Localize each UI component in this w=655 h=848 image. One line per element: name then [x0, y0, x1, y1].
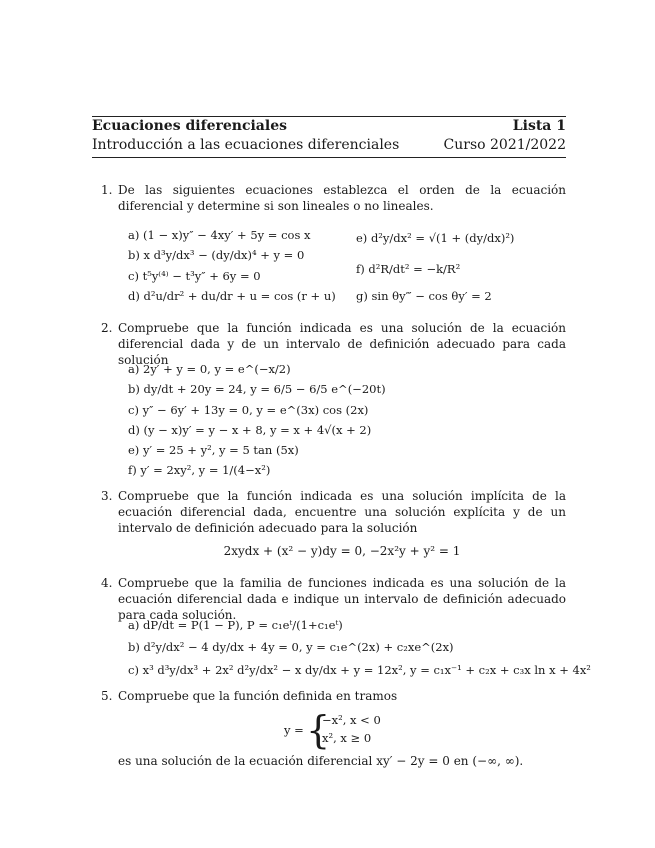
- problem-1-item-b: b) x d³y/dx³ − (dy/dx)⁴ + y = 0: [128, 248, 305, 262]
- problem-4-number: 4.: [101, 576, 113, 590]
- problem-1-number: 1.: [101, 183, 113, 197]
- problem-4-statement: Compruebe que la familia de funciones indicada es una solución de la ecuación diferencial dada e indique un intervalo de definición adecuado para cada solución.: [118, 576, 566, 622]
- problem-3-number: 3.: [101, 489, 113, 503]
- problem-1-item-f: f) d²R/dt² = −k/R²: [356, 262, 461, 276]
- problem-1-item-d: d) d²u/dr² + du/dr + u = cos (r + u): [128, 289, 336, 303]
- problem-2-item-a: a) 2y′ + y = 0, y = e^(−x/2): [128, 362, 291, 376]
- problem-4-item-a: a) dP/dt = P(1 − P), P = c₁eᵗ/(1+c₁eᵗ): [128, 618, 343, 632]
- problem-2-item-e: e) y′ = 25 + y², y = 5 tan (5x): [128, 443, 299, 457]
- piecewise-case-2: x², x ≥ 0: [322, 731, 372, 745]
- problem-5-number: 5.: [101, 689, 113, 703]
- list-number: Lista 1: [512, 118, 566, 134]
- piecewise-brace: {: [306, 708, 331, 752]
- course-title: Ecuaciones diferenciales: [92, 118, 287, 134]
- problem-2-item-d: d) (y − x)y′ = y − x + 8, y = x + 4√(x + 2): [128, 423, 372, 437]
- problem-2-statement: Compruebe que la función indicada es una solución de la ecuación diferencial dada y de un intervalo de definición adecuado para cada solución: [118, 321, 566, 367]
- problem-3-statement: Compruebe que la función indicada es una solución implícita de la ecuación diferencial dada, encuentre una solución explícita y de un intervalo de definición adecuado para la solución: [118, 489, 566, 535]
- header-top-rule: [92, 116, 566, 117]
- problem-3-equation: 2xydx + (x² − y)dy = 0, −2x²y + y² = 1: [223, 544, 461, 558]
- problem-1-item-a: a) (1 − x)y″ − 4xy′ + 5y = cos x: [128, 228, 311, 242]
- sheet-subtitle: Introducción a las ecuaciones diferenciales: [92, 137, 400, 153]
- problem-1-item-g: g) sin θy‴ − cos θy′ = 2: [356, 289, 492, 303]
- course-term: Curso 2021/2022: [443, 137, 566, 153]
- problem-2-item-b: b) dy/dt + 20y = 24, y = 6/5 − 6/5 e^(−20t): [128, 382, 386, 396]
- problem-1-item-c: c) t⁵y⁽⁴⁾ − t³y″ + 6y = 0: [128, 269, 261, 283]
- problem-4-item-b: b) d²y/dx² − 4 dy/dx + 4y = 0, y = c₁e^(2x) + c₂xe^(2x): [128, 640, 454, 654]
- problem-2-item-f: f) y′ = 2xy², y = 1/(4−x²): [128, 463, 271, 477]
- problem-2-item-c: c) y″ − 6y′ + 13y = 0, y = e^(3x) cos (2x): [128, 403, 369, 417]
- problem-4-item-c: c) x³ d³y/dx³ + 2x² d²y/dx² − x dy/dx + y = 12x², y = c₁x⁻¹ + c₂x + c₃x ln x + 4x²: [128, 663, 591, 677]
- problem-2-number: 2.: [101, 321, 113, 335]
- problem-1-statement: De las siguientes ecuaciones establezca el orden de la ecuación diferencial y determine si son lineales o no lineales.: [118, 183, 566, 213]
- problem-1-item-e: e) d²y/dx² = √(1 + (dy/dx)²): [356, 231, 515, 245]
- problem-5-statement: Compruebe que la función definida en tramos: [118, 689, 398, 703]
- problem-5-closing: es una solución de la ecuación diferencial xy′ − 2y = 0 en (−∞, ∞).: [118, 754, 524, 768]
- header-bottom-rule: [92, 157, 566, 158]
- piecewise-case-1: −x², x < 0: [322, 713, 381, 727]
- piecewise-lhs: y =: [284, 723, 304, 737]
